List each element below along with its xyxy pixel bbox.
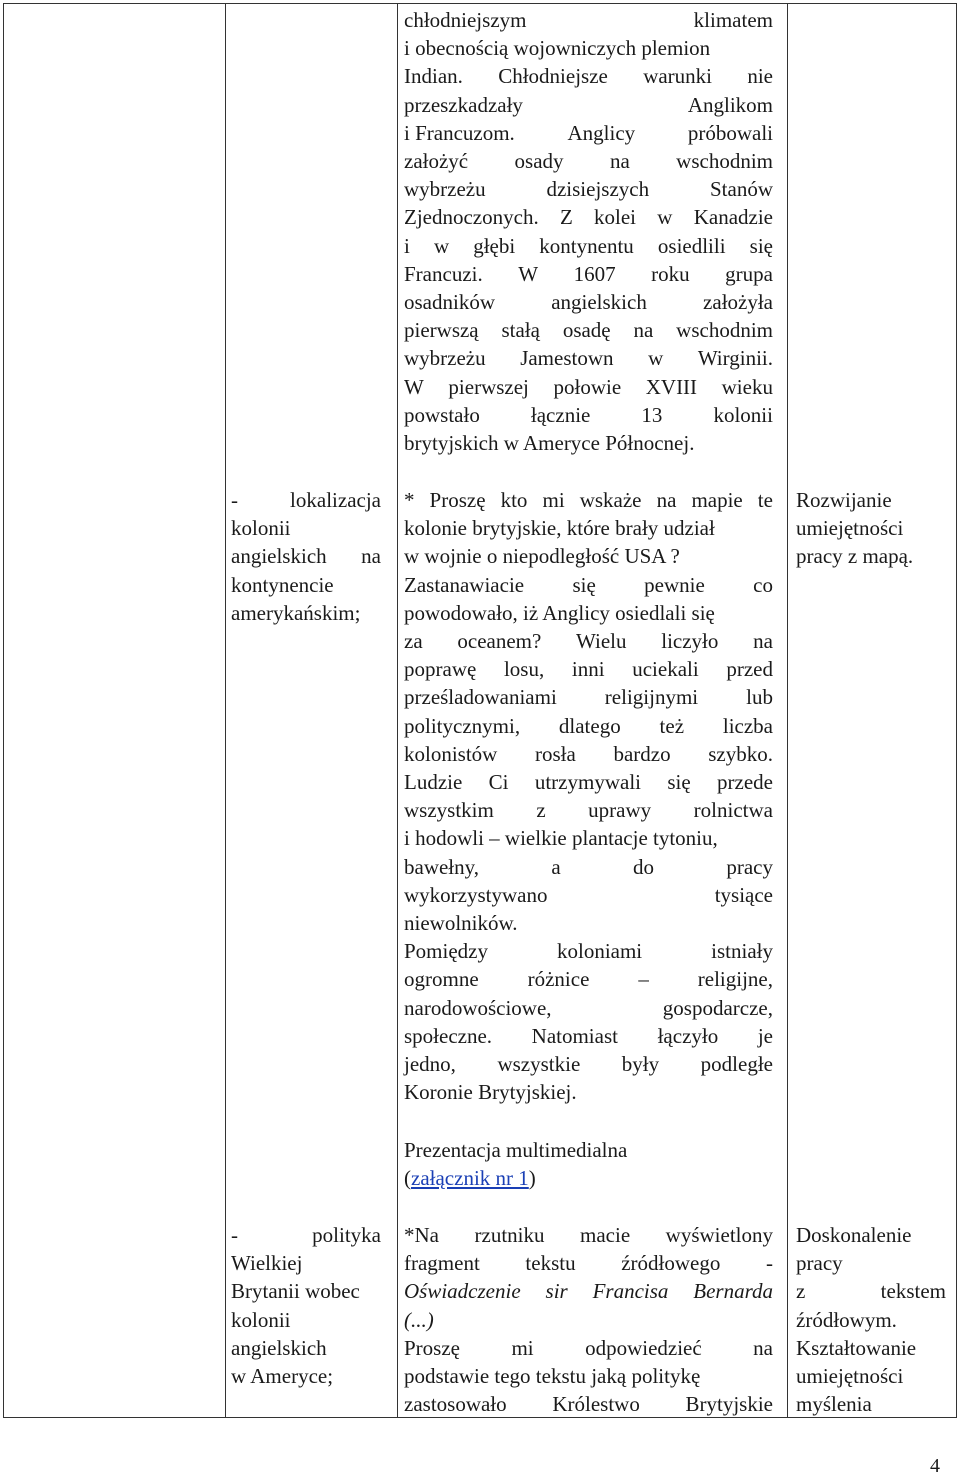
source-title: Oświadczenie sir Francisa Bernarda: [404, 1279, 773, 1304]
text-line: podstawie tego tekstu jaką politykę: [404, 1364, 701, 1389]
text-line: pracy: [796, 1251, 843, 1276]
text-line: źródłowym.: [796, 1307, 897, 1332]
text-line: poprawę losu, inni uciekali przed: [404, 657, 773, 682]
text-line: - polityka: [231, 1223, 381, 1247]
presentation-label: Prezentacja multimedialna: [404, 1138, 628, 1162]
topic-british-policy: [231, 1221, 381, 1390]
text-line: * Proszę kto mi wskaże na mapie te: [404, 488, 773, 512]
text-line: Indian. Chłodniejsze warunki nie: [404, 64, 773, 89]
text-line: Koronie Brytyjskiej.: [404, 1080, 577, 1105]
text-line: Kształtowanie: [796, 1335, 917, 1360]
text-line: kontynencie: [231, 572, 334, 597]
text-line: osadników angielskich założyła: [404, 290, 773, 315]
text-line: wybrzeżu Jamestown w Wirginii.: [404, 346, 773, 371]
text-line: narodowościowe, gospodarcze,: [404, 995, 773, 1020]
colonies-paragraph: [404, 486, 773, 1106]
text-line: powodowało, iż Anglicy osiedlali się: [404, 600, 715, 625]
text-line: Pomiędzy koloniami istniały: [404, 939, 773, 964]
history-paragraph: [404, 6, 773, 457]
text-line: prześladowaniami religijnymi lub: [404, 685, 773, 710]
text-line: powstało łącznie 13 kolonii: [404, 402, 773, 427]
text-line: myślenia: [796, 1392, 872, 1417]
text-line: angielskich: [231, 1335, 327, 1360]
text-line: wszystkim z uprawy rolnictwa: [404, 798, 773, 823]
text-line: w wojnie o niepodległość USA ?: [404, 544, 680, 569]
text-line: Proszę mi odpowiedzieć na: [404, 1335, 773, 1360]
text-line: założyć osady na wschodnim: [404, 149, 773, 174]
text-line: w Ameryce;: [231, 1364, 334, 1389]
text-line: brytyjskich w Ameryce Północnej.: [404, 431, 695, 456]
page-number: 4: [930, 1455, 940, 1477]
text-line: przeszkadzały Anglikom: [404, 92, 773, 117]
goal-map-skills: Rozwijanie umiejętności pracy z mapą.: [796, 488, 914, 569]
text-line: pierwszą stałą osadę na wschodnim: [404, 318, 773, 343]
topic-colonies-location: [231, 486, 381, 627]
text-line: kolonistów rosła bardzo szybko.: [404, 741, 773, 766]
text-line: umiejętności: [796, 1364, 904, 1389]
text-line: i obecnością wojowniczych plemion: [404, 36, 711, 61]
text-line: społeczne. Natomiast łączyło je: [404, 1023, 773, 1048]
text-line: Zjednoczonych. Z kolei w Kanadzie: [404, 205, 773, 230]
text-line: Doskonalenie: [796, 1223, 912, 1247]
text-line: kolonii: [231, 1307, 291, 1332]
text-line: i hodowli – wielkie plantacje tytoniu,: [404, 826, 718, 851]
text-line: kolonie brytyjskie, które brały udział: [404, 516, 715, 541]
text-line: Zastanawiacie się pewnie co: [404, 572, 773, 597]
text-line: Ludzie Ci utrzymywali się przede: [404, 770, 773, 795]
text-line: Wielkiej: [231, 1251, 303, 1276]
goal-source-skills: [796, 1221, 946, 1418]
presentation-note: [404, 1136, 773, 1192]
column-divider: [787, 4, 788, 1417]
text-line: za oceanem? Wielu liczyło na: [404, 629, 773, 654]
text-line: W pierwszej połowie XVIII wieku: [404, 374, 773, 399]
column-divider: [397, 4, 398, 1417]
text-line: i w głębi kontynentu osiedlili się: [404, 233, 773, 258]
text-line: politycznymi, dlatego też liczba: [404, 713, 773, 738]
attachment-reference: (załącznik nr 1): [404, 1166, 536, 1191]
text-line: niewolników.: [404, 911, 518, 936]
text-line: Brytanii wobec: [231, 1279, 360, 1304]
text-line: Francuzi. W 1607 roku grupa: [404, 261, 773, 286]
source-text-task: *Na rzutniku macie wyświetlony fragment tekstu źródłowego - Oświadczenie sir Francisa Bernarda (...) Proszę mi odpowiedzieć na podstawie tego tekstu jaką politykę zastosowało Królestwo Brytyjskie: [404, 1221, 773, 1418]
text-line: kolonii: [231, 516, 291, 541]
text-line: - lokalizacja: [231, 488, 381, 512]
column-divider: [225, 4, 226, 1417]
text-line: amerykańskim;: [231, 600, 361, 625]
text-line: i Francuzom. Anglicy próbowali: [404, 120, 773, 145]
text-line: bawełny, a do pracy: [404, 854, 773, 879]
text-line: z tekstem: [796, 1279, 946, 1304]
text-line: zastosowało Królestwo Brytyjskie: [404, 1392, 773, 1417]
text-line: jedno, wszystkie były podległe: [404, 1052, 773, 1077]
text-line: chłodniejszym klimatem: [404, 8, 773, 32]
text-line: wybrzeżu dzisiejszych Stanów: [404, 177, 773, 202]
attachment-link[interactable]: załącznik nr 1: [411, 1166, 529, 1191]
text-line: ogromne różnice – religijne,: [404, 967, 773, 992]
text-line: angielskich na: [231, 544, 381, 569]
text-line: wykorzystywano tysiące: [404, 882, 773, 907]
